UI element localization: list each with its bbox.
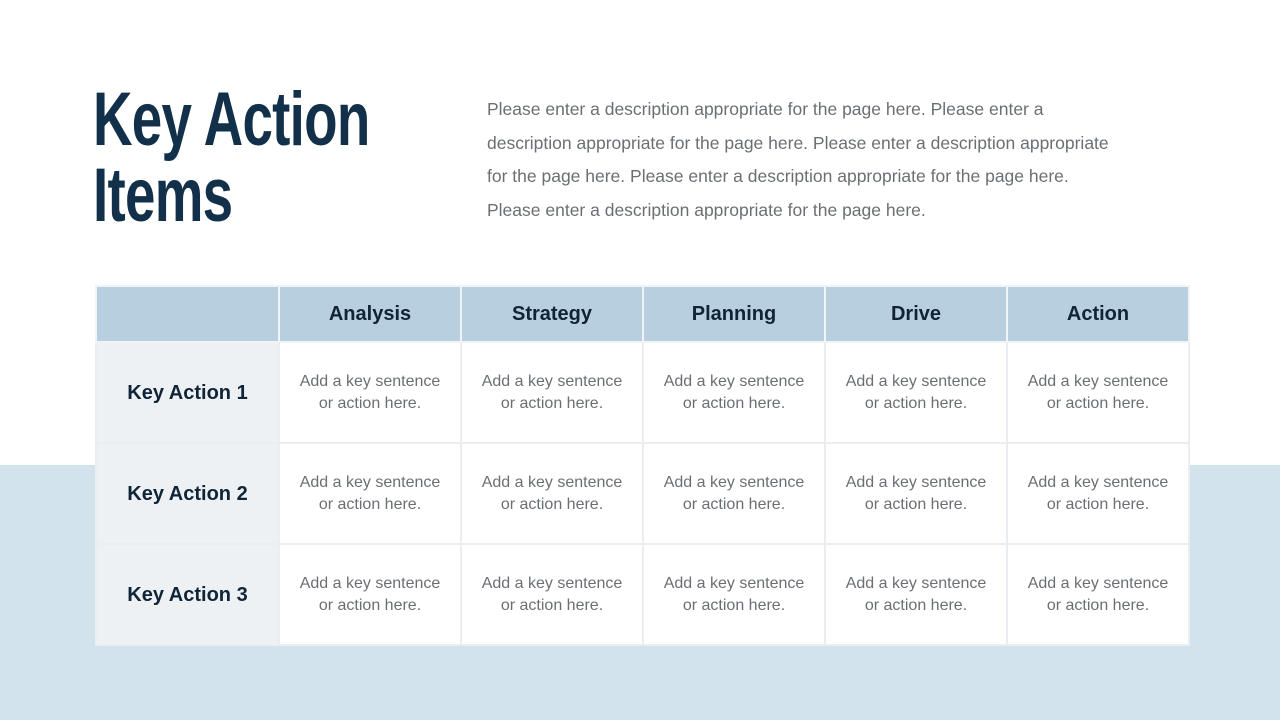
title-line-2: Items	[93, 153, 233, 238]
table-cell: Add a key sentence or action here.	[1007, 544, 1189, 645]
table-cell: Add a key sentence or action here.	[461, 443, 643, 544]
table-row	[96, 342, 1189, 443]
corner-cell	[96, 286, 279, 342]
table-cell: Add a key sentence or action here.	[279, 342, 461, 443]
header-row	[96, 286, 1189, 342]
column-header: Analysis	[279, 286, 461, 342]
column-header: Drive	[825, 286, 1007, 342]
title-line-1: Key Action	[93, 77, 370, 162]
column-header: Action	[1007, 286, 1189, 342]
table-cell: Add a key sentence or action here.	[279, 443, 461, 544]
table-row	[96, 544, 1189, 645]
column-header: Strategy	[461, 286, 643, 342]
description: Please enter a description appropriate for the page here. Please enter a description appropriate for the page here. Please enter a description appropriate for the page here. Please enter a description appropriate for the page here. Please enter a description appropriate for the page here.	[487, 99, 1109, 220]
table-cell: Add a key sentence or action here.	[643, 544, 825, 645]
row-header: Key Action 2	[96, 443, 279, 544]
table-cell: Add a key sentence or action here.	[1007, 342, 1189, 443]
table-cell: Add a key sentence or action here.	[1007, 443, 1189, 544]
table-cell: Add a key sentence or action here.	[461, 342, 643, 443]
column-header: Planning	[643, 286, 825, 342]
table-cell: Add a key sentence or action here.	[825, 443, 1007, 544]
table-cell: Add a key sentence or action here.	[643, 342, 825, 443]
table-cell: Add a key sentence or action here.	[279, 544, 461, 645]
row-header: Key Action 3	[96, 544, 279, 645]
table-cell: Add a key sentence or action here.	[643, 443, 825, 544]
table-row	[96, 443, 1189, 544]
row-header: Key Action 1	[96, 342, 279, 443]
table-cell: Add a key sentence or action here.	[825, 342, 1007, 443]
table-cell: Add a key sentence or action here.	[825, 544, 1007, 645]
table-cell: Add a key sentence or action here.	[461, 544, 643, 645]
key-action-table	[95, 285, 1190, 646]
page-title	[93, 77, 370, 238]
